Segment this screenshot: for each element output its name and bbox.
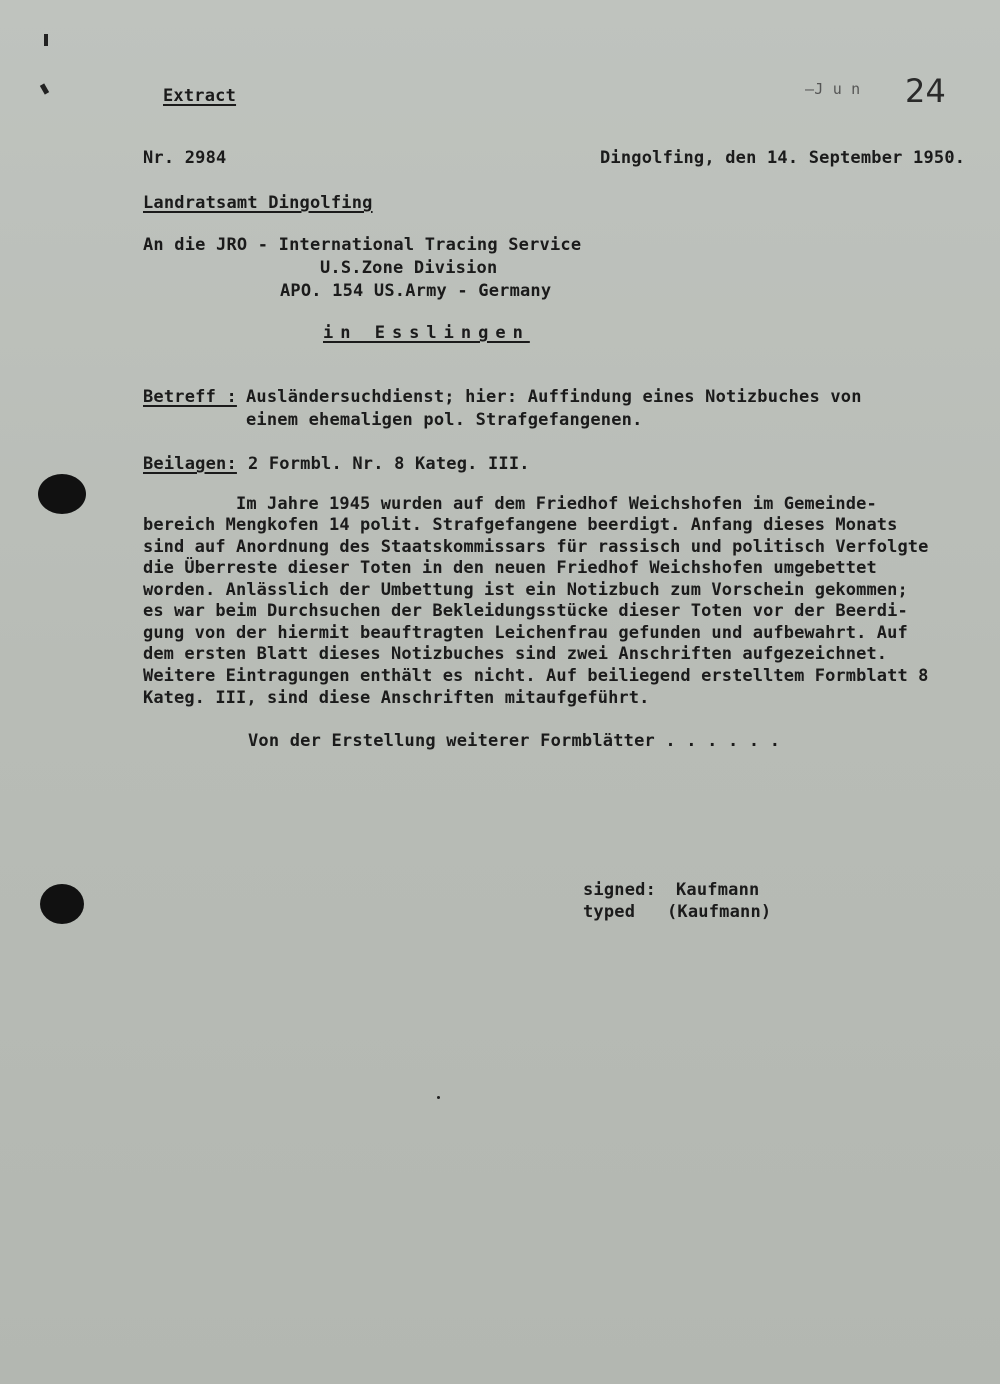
body-line: gung von der hiermit beauftragten Leichenfrau gefunden und aufbewahrt. Auf: [143, 623, 908, 643]
signed-label: signed:: [583, 880, 657, 900]
body-line: es war beim Durchsuchen der Bekleidungsstücke dieser Toten vor der Beerdi-: [143, 601, 908, 621]
punch-hole: [40, 884, 84, 924]
extract-heading: Extract: [163, 86, 237, 106]
body-line: worden. Anlässlich der Umbettung ist ein Notizbuch zum Vorschein gekommen;: [143, 580, 908, 600]
reference-number: Nr. 2984: [143, 148, 227, 168]
subject-line-2: einem ehemaligen pol. Strafgefangenen.: [246, 410, 643, 430]
subject-line-1: Ausländersuchdienst; hier: Auffindung eines Notizbuches von: [246, 387, 862, 407]
recipient-city: in Esslingen: [323, 323, 530, 343]
recipient-line-1: An die JRO - International Tracing Service: [143, 235, 582, 255]
body-line: bereich Mengkofen 14 polit. Strafgefangene beerdigt. Anfang dieses Monats: [143, 515, 898, 535]
body-line: die Überreste dieser Toten in den neuen Friedhof Weichshofen umgebettet: [143, 558, 877, 578]
enclosures-text: 2 Formbl. Nr. 8 Kateg. III.: [248, 454, 530, 474]
edge-mark: [40, 83, 49, 94]
signed-name: Kaufmann: [676, 880, 760, 900]
typed-name: (Kaufmann): [667, 902, 772, 922]
body-line: Weitere Eintragungen enthält es nicht. Auf beiliegend erstelltem Formblatt 8: [143, 666, 929, 686]
body-line: Im Jahre 1945 wurden auf dem Friedhof Weichshofen im Gemeinde-: [143, 494, 877, 514]
body-line: Kateg. III, sind diese Anschriften mitaufgeführt.: [143, 688, 650, 708]
recipient-line-3: APO. 154 US.Army - Germany: [280, 281, 552, 301]
edge-mark: [44, 34, 48, 46]
page-number: 24: [905, 72, 947, 110]
body-line: sind auf Anordnung des Staatskommissars für rassisch und politisch Verfolgte: [143, 537, 929, 557]
closing-sentence: Von der Erstellung weiterer Formblätter . . . . . .: [248, 731, 781, 751]
subject-label: Betreff :: [143, 387, 237, 407]
typed-label: typed: [583, 902, 636, 922]
enclosures-label: Beilagen:: [143, 454, 237, 474]
sender-office: Landratsamt Dingolfing: [143, 193, 373, 213]
recipient-line-2: U.S.Zone Division: [320, 258, 498, 278]
speck: [437, 1096, 440, 1099]
punch-hole: [38, 474, 86, 514]
body-line: dem ersten Blatt dieses Notizbuches sind zwei Anschriften aufgezeichnet.: [143, 644, 888, 664]
place-date: Dingolfing, den 14. September 1950.: [600, 148, 966, 168]
received-stamp: –J u n: [805, 80, 861, 98]
